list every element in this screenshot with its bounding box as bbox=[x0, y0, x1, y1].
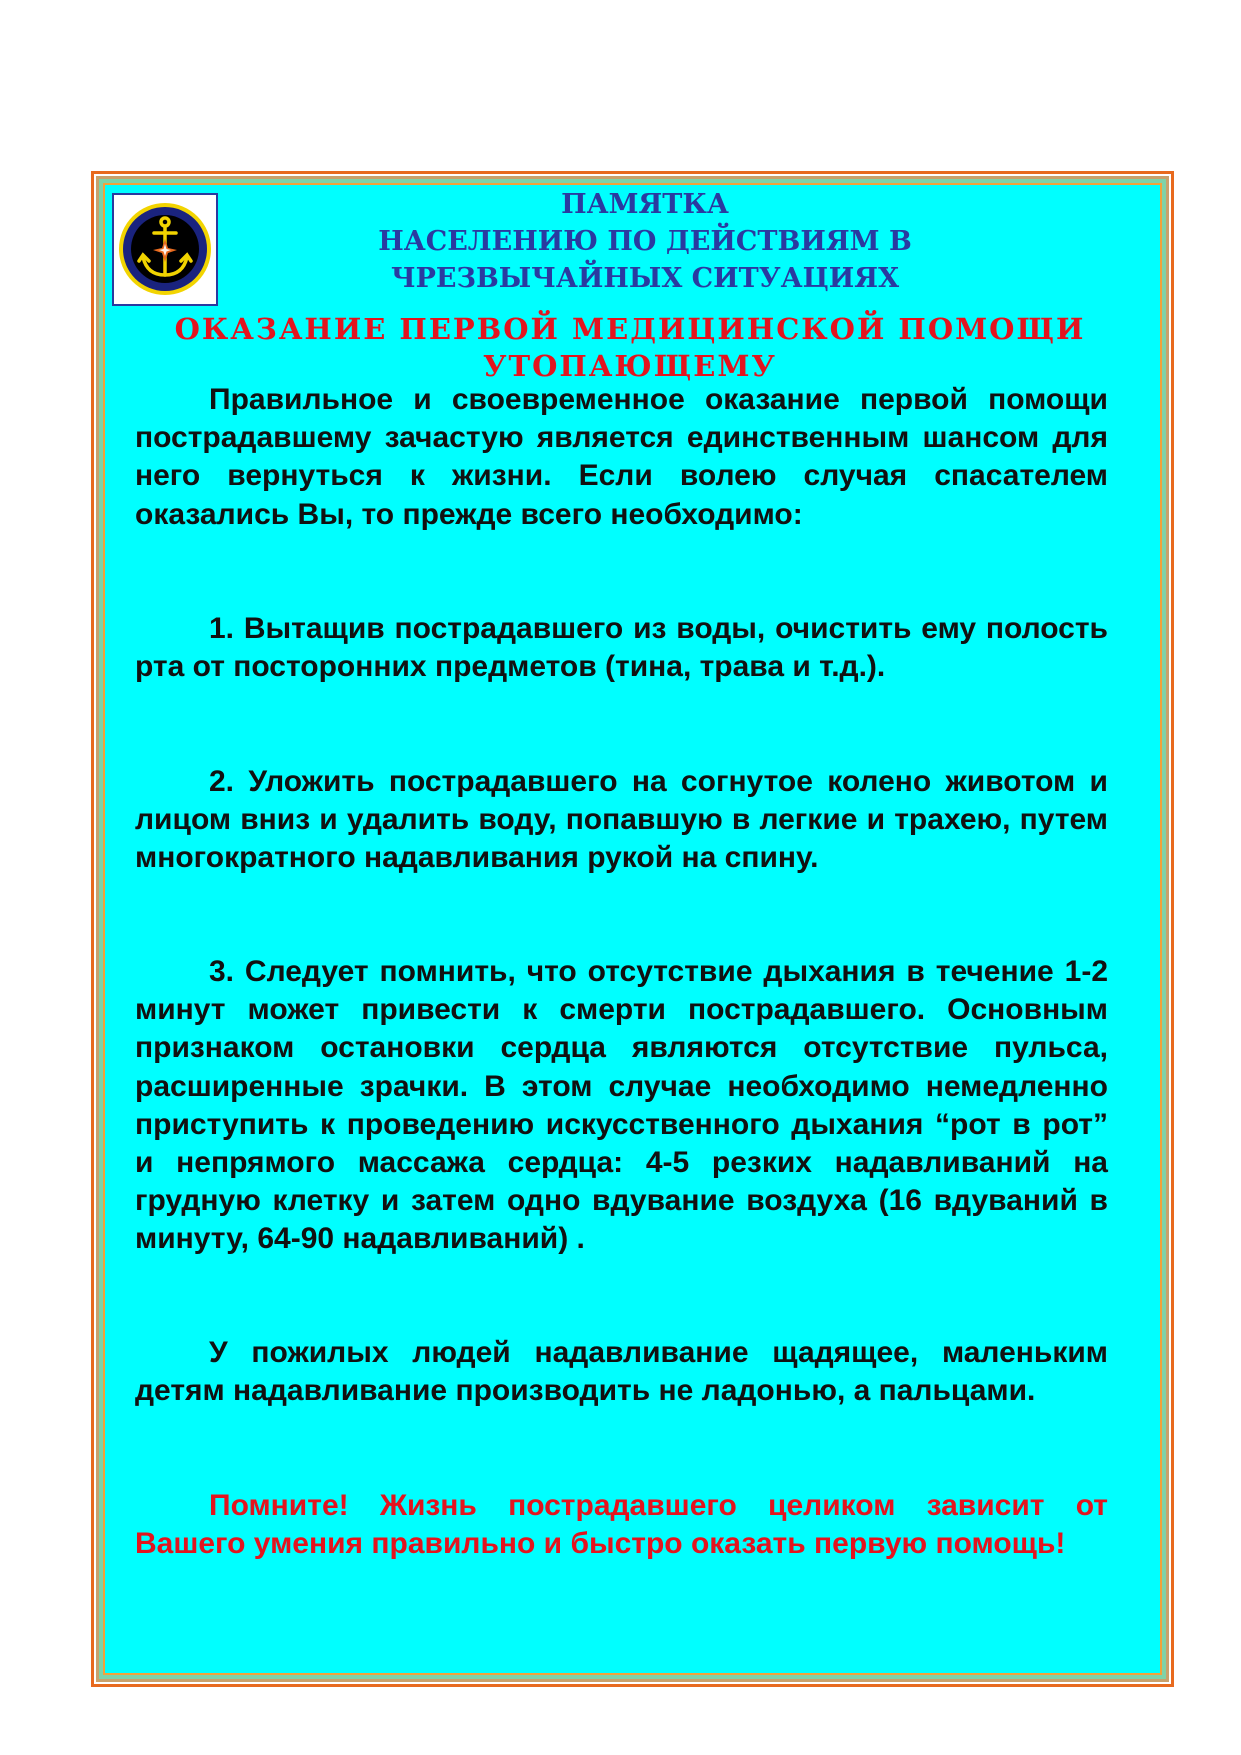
step-1-paragraph: 1. Вытащив пострадавшего из воды, очистить ему полость рта от посторонних предметов (тина, трава и т.д.). bbox=[135, 612, 1108, 684]
header-line-2: НАСЕЛЕНИЮ ПО ДЕЙСТВИЯМ В bbox=[378, 226, 912, 257]
anchor-emblem-icon bbox=[114, 195, 216, 304]
header-title: ПАМЯТКА bbox=[561, 189, 729, 220]
warning-paragraph: Помните! Жизнь пострадавшего целиком зависит от Вашего умения правильно и быстро оказать первую помощь! bbox=[135, 1489, 1108, 1561]
elderly-children-note: У пожилых людей надавливание щадящее, маленьким детям надавливание производить не ладонью, а пальцами. bbox=[135, 1336, 1108, 1408]
subtitle-line-2: УТОПАЮЩЕМУ bbox=[483, 349, 777, 383]
intro-paragraph: Правильное и своевременное оказание первой помощи пострадавшему зачастую является единственным шансом для него вернуться к жизни. Если волею случая спасателем оказались Вы, то прежде всего необходимо: bbox=[135, 383, 1108, 531]
step-3-paragraph: 3. Следует помнить, что отсутствие дыхания в течение 1-2 минут может привести к смерти пострадавшего. Основным признаком остановки сердца являются отсутствие пульса, расширенные зрачки. В этом случае необходимо немедленно приступить к проведению искусственного дыхания “рот в рот” и непрямого массажа сердца: 4-5 резких надавливаний на грудную клетку и затем одно вдувание воздуха (16 вдуваний в минуту, 64-90 надавливаний) . bbox=[135, 955, 1108, 1256]
header-line-3: ЧРЕЗВЫЧАЙНЫХ СИТУАЦИЯХ bbox=[390, 263, 900, 294]
step-2-paragraph: 2. Уложить пострадавшего на согнутое колено животом и лицом вниз и удалить воду, попавшую в легкие и трахею, путем многократного надавливания рукой на спину. bbox=[135, 765, 1108, 875]
subtitle-line-1: ОКАЗАНИЕ ПЕРВОЙ МЕДИЦИНСКОЙ ПОМОЩИ bbox=[174, 312, 1086, 346]
emblem bbox=[112, 193, 218, 306]
